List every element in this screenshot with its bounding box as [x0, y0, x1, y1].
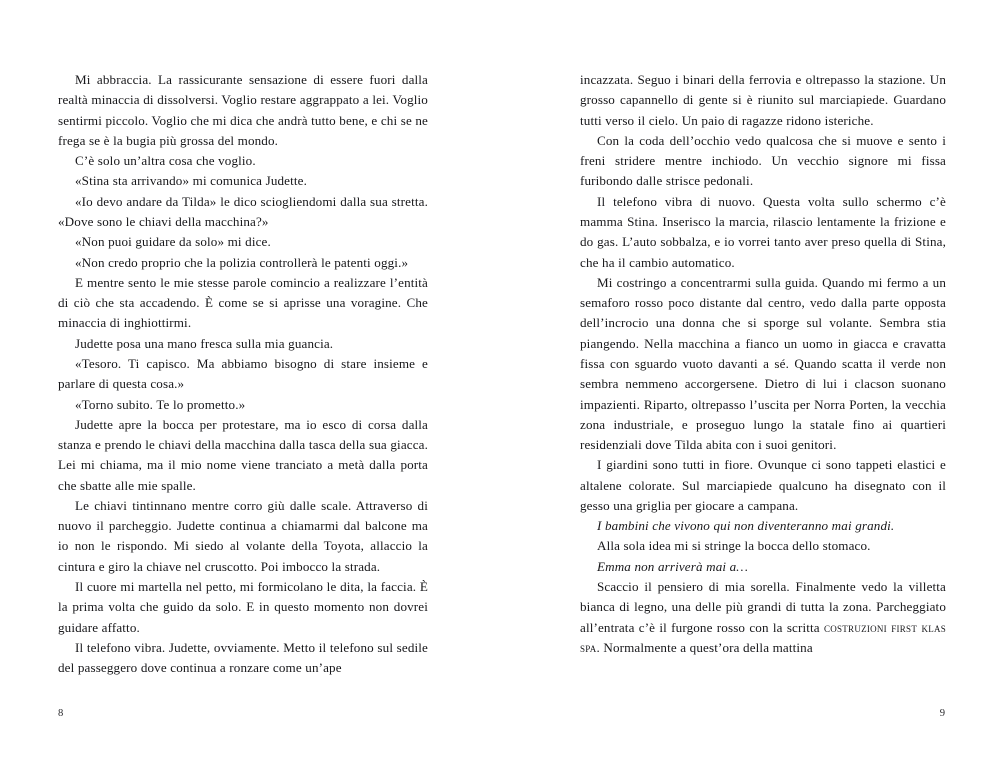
paragraph: I giardini sono tutti in fiore. Ovunque ci sono tappeti elastici e altalene colorate. Sul marciapiede qualcuno ha disegnato con il gesso una griglia per giocare a campana. [580, 457, 946, 513]
page-number-left: 8 [58, 708, 64, 720]
paragraph: Il telefono vibra di nuovo. Questa volta sullo schermo c’è mamma Stina. Inserisco la marcia, rilascio lentamente la frizione e do gas. L’auto sobbalza, e io vorrei tanto aver preso quella di Stina, che ha il cambio automatico. [580, 193, 946, 270]
paragraph: Le chiavi tintinnano mentre corro giù dalle scale. Attraverso di nuovo il parcheggio. Judette continua a chiamarmi dal balcone ma io non le rispondo. Mi siedo al volante della Toyota, allaccio la cintura e giro la chiave nel cruscotto. Poi imbocco la strada. [58, 497, 428, 574]
paragraph: Il cuore mi martella nel petto, mi formicolano le dita, la faccia. È la prima volta che guido da solo. E in questo momento non dovrei guidare affatto. [58, 579, 428, 635]
paragraph: Con la coda dell’occhio vedo qualcosa che si muove e sento i freni stridere mentre inchiodo. Un vecchio signore mi fissa furibondo dalle strisce pedonali. [580, 132, 946, 189]
paragraph: Scaccio il pensiero di mia sorella. Finalmente vedo la villetta bianca di legno, una delle più grandi di tutta la zona. Parcheggiato all’entrata c’è il furgone rosso con la scritta costruzioni first klas spa. Normalmente a quest’ora della mattina [580, 579, 946, 655]
paragraph: I bambini che vivono qui non diventeranno mai grandi. [597, 518, 895, 534]
paragraph: Mi costringo a concentrarmi sulla guida. Quando mi fermo a un semaforo rosso poco distante dal centro, vedo dalla parte opposta dell’incrocio una donna che si sporge sul volante. Sembra stia piangendo. Nella macchina a fianco un uomo in giacca e cravatta fissa con sguardo vuoto davanti a sé. Quando scatta il verde non sembra nemmeno accorgersene. Dietro di lui i clacson suonano impazienti. Riparto, oltrepasso l’uscita per Norra Porten, la vecchia zona industriale, e proseguo lungo la statale fino ai quartieri residenziali dove Tilda abita con i suoi genitori. [580, 274, 946, 453]
text-block-right [580, 70, 946, 658]
paragraph: Alla sola idea mi si stringe la bocca dello stomaco. [597, 538, 871, 554]
paragraph: «Torno subito. Te lo prometto.» [75, 396, 246, 412]
paragraph: «Stina sta arrivando» mi comunica Judette. [75, 173, 308, 189]
paragraph: Judette apre la bocca per protestare, ma io esco di corsa dalla stanza e prendo le chiavi della macchina dalla tasca della sua giacca. Lei mi chiama, ma il mio nome viene tranciato a metà dalla porta che sbatte alle mie spalle. [58, 416, 428, 493]
page-right [500, 0, 1000, 766]
paragraph: Emma non arriverà mai a… [597, 558, 749, 574]
paragraph: «Io devo andare da Tilda» le dico sciogliendomi dalla sua stretta. «Dove sono le chiavi della macchina?» [58, 193, 428, 229]
text-block-left [58, 70, 428, 678]
paragraph: C’è solo un’altra cosa che voglio. [75, 153, 256, 169]
paragraph: Judette posa una mano fresca sulla mia guancia. [75, 335, 334, 351]
page-number-right: 9 [939, 708, 945, 720]
paragraph: incazzata. Seguo i binari della ferrovia e oltrepasso la stazione. Un grosso capannello di gente si è riunito sul marciapiede. Guardano tutti verso il cielo. Un paio di ragazze ridono isteriche. [580, 72, 946, 128]
paragraph: E mentre sento le mie stesse parole comincio a realizzare l’entità di ciò che sta accadendo. È come se si aprisse una voragine. Che minaccia di inghiottirmi. [58, 274, 428, 331]
paragraph: «Non credo proprio che la polizia controllerà le patenti oggi.» [75, 254, 409, 270]
paragraph: «Tesoro. Ti capisco. Ma abbiamo bisogno di stare insieme e parlare di questa cosa.» [58, 355, 428, 392]
paragraph: «Non puoi guidare da solo» mi dice. [75, 234, 271, 250]
small-caps-text: costruzioni first klas spa [580, 619, 946, 655]
paragraph: Mi abbraccia. La rassicurante sensazione di essere fuori dalla realtà minaccia di dissolversi. Voglio restare aggrappato a lei. Voglio sentirmi piccolo. Voglio che mi dica che andrà tutto bene, e chi se ne frega se è la bugia più grossa del mondo. [58, 72, 428, 148]
paragraph: Il telefono vibra. Judette, ovviamente. Metto il telefono sul sedile del passeggero dove continua a ronzare come un’ape [58, 639, 428, 676]
